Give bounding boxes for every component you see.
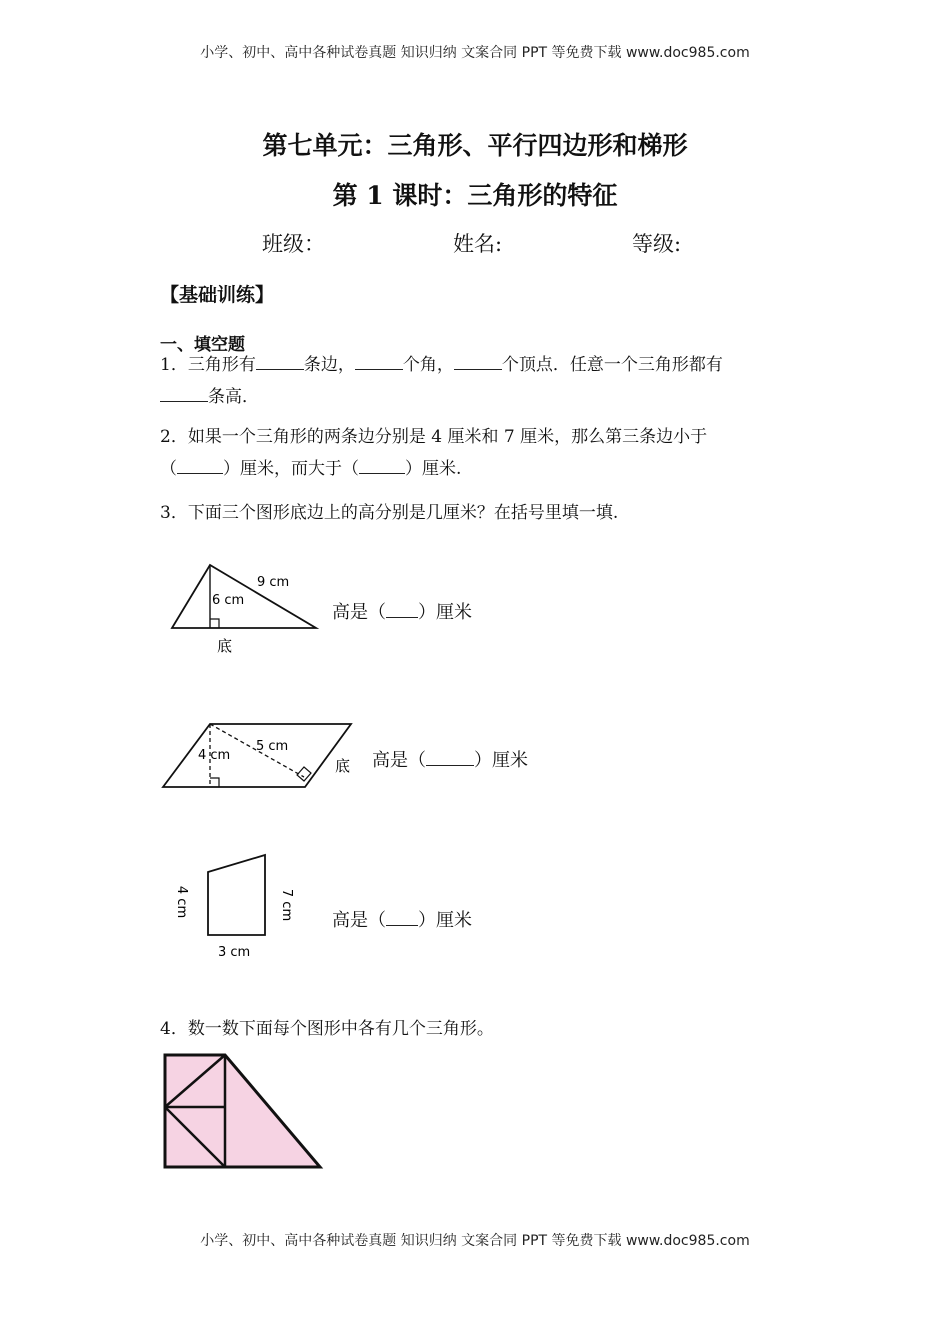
q2-blank-greater-than[interactable]	[359, 457, 405, 474]
fig3-right-label: 7 cm	[279, 888, 294, 922]
answer-suffix: ）厘米	[474, 750, 528, 771]
fig1-answer	[332, 598, 472, 624]
figure-count-triangles	[160, 1050, 325, 1172]
q2-blank-less-than[interactable]	[177, 457, 223, 474]
name-label: 姓名:	[453, 232, 503, 256]
fig1-base-label: 底	[217, 637, 233, 655]
question-1	[160, 352, 800, 410]
fig1-answer-blank[interactable]	[386, 601, 418, 618]
fig2-answer	[372, 746, 528, 772]
question-3	[160, 500, 800, 526]
q1-text-part: 条边，	[303, 355, 355, 375]
q2-text: 如果一个三角形的两条边分别是 4 厘米和 7 厘米，那么第三条边小于	[187, 427, 708, 447]
q2-text-part: ）厘米，而大于（	[223, 459, 359, 479]
fig2-base-label: 底	[335, 757, 351, 775]
section-basic-training: 【基础训练】	[160, 284, 275, 306]
fig3-bottom-label: 3 cm	[218, 945, 251, 960]
q2-text-part: ）厘米.	[405, 459, 462, 479]
page-header: 小学、初中、高中各种试卷真题 知识归纳 文案合同 PPT 等免费下载 www.doc985.com	[200, 45, 750, 61]
q1-blank-heights[interactable]	[160, 385, 208, 402]
class-label: 班级：	[262, 232, 325, 256]
fig3-answer-blank[interactable]	[386, 909, 418, 926]
answer-suffix: ）厘米	[418, 910, 472, 931]
answer-suffix: ）厘米	[418, 602, 472, 623]
page-footer: 小学、初中、高中各种试卷真题 知识归纳 文案合同 PPT 等免费下载 www.doc985.com	[200, 1233, 750, 1249]
figure-triangle	[160, 555, 335, 660]
fig2-answer-blank[interactable]	[426, 749, 474, 766]
q1-text-part: 三角形有	[187, 355, 256, 375]
q1-text-part: 个顶点．任意一个三角形都有	[501, 355, 723, 375]
q2-text-part: （	[160, 459, 177, 479]
q3-text: 下面三个图形底边上的高分别是几厘米？在括号里填一填.	[187, 503, 619, 523]
right-angle-mark	[297, 767, 311, 781]
page-title: 第七单元：三角形、平行四边形和梯形	[262, 131, 688, 160]
q1-text-part: 条高．	[208, 387, 259, 407]
grade-label: 等级:	[632, 232, 682, 256]
figure-parallelogram	[160, 715, 360, 800]
fig3-left-label: 4 cm	[174, 885, 189, 919]
parallelogram-outline	[163, 724, 351, 787]
composite-figure-outline	[165, 1055, 320, 1167]
fig2-diag-label: 5 cm	[256, 739, 289, 754]
answer-prefix: 高是（	[372, 750, 426, 771]
answer-prefix: 高是（	[332, 602, 386, 623]
right-angle-mark	[210, 619, 219, 628]
right-angle-mark	[210, 778, 219, 787]
q1-text-part: 个角，	[402, 355, 454, 375]
answer-prefix: 高是（	[332, 910, 386, 931]
fig1-side-label: 9 cm	[257, 575, 290, 590]
question-2	[160, 424, 800, 482]
q1-blank-angles[interactable]	[355, 353, 403, 370]
q4-text: 数一数下面每个图形中各有几个三角形。	[187, 1019, 494, 1039]
lesson-title: 第 1 课时：三角形的特征	[332, 181, 618, 210]
q4-number: 4．	[160, 1019, 188, 1039]
fig3-answer	[332, 906, 472, 932]
question-4	[160, 1016, 800, 1042]
q2-number: 2．	[160, 427, 188, 447]
trapezoid-outline	[208, 855, 265, 935]
q3-number: 3．	[160, 503, 188, 523]
q1-blank-sides[interactable]	[256, 353, 304, 370]
fig2-height-label: 4 cm	[198, 748, 231, 763]
figure-trapezoid	[160, 850, 300, 965]
fig1-height-label: 6 cm	[212, 593, 245, 608]
section-fill-in-blank: 一、填空题	[160, 335, 245, 355]
q1-number: 1．	[160, 355, 188, 375]
q1-blank-vertices[interactable]	[454, 353, 502, 370]
